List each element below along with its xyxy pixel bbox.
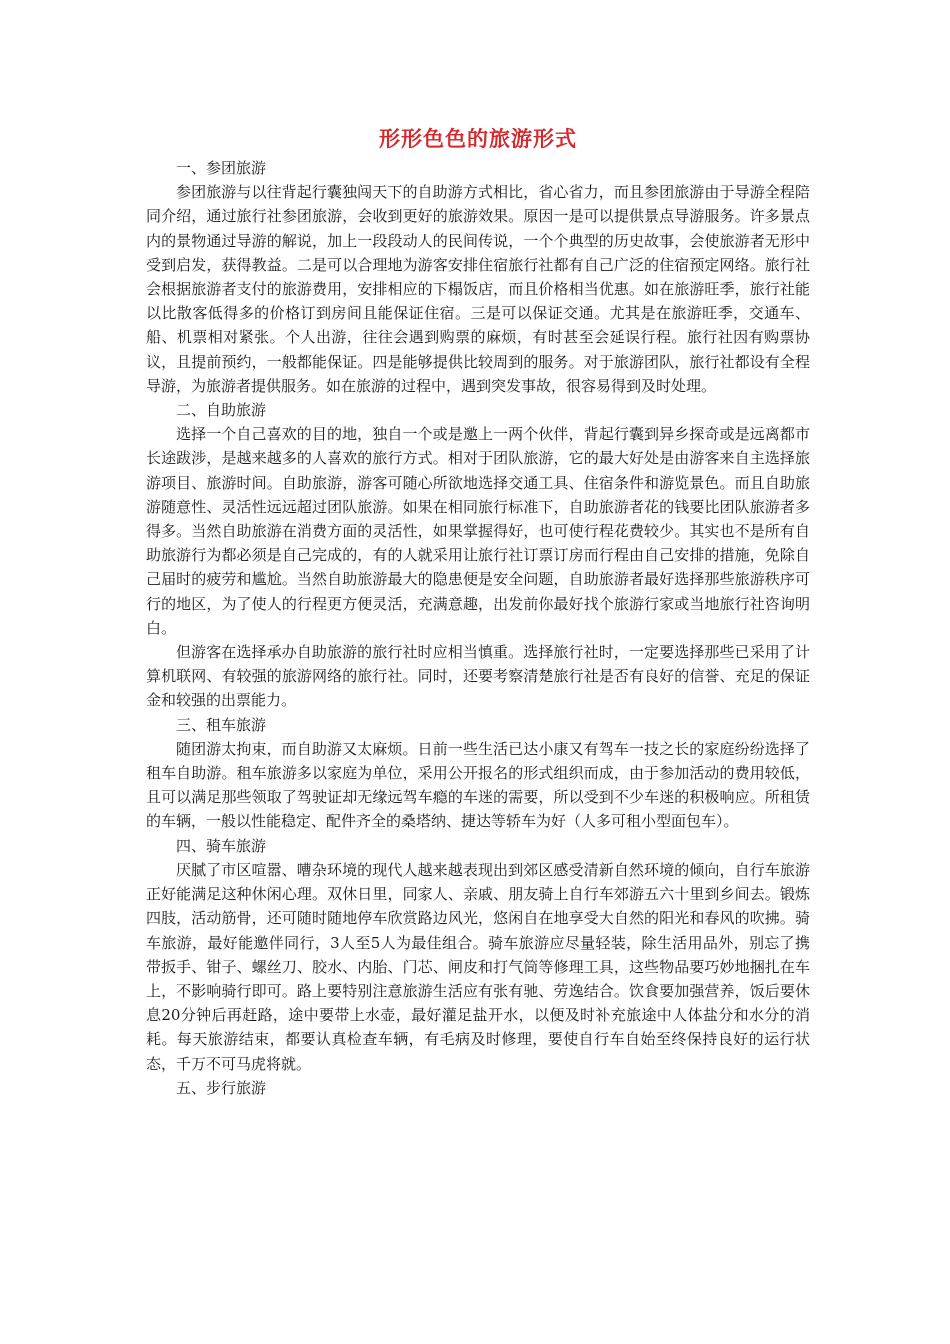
paragraph-self-guided-agency: 但游客在选择承办自助旅游的旅行社时应相当慎重。选择旅行社时，一定要选择那些已采用了计算机联网、有较强的旅游网络的旅行社。同时，还要考察清楚旅行社是否有良好的信誉、充足的保证金和较强的出票能力。 [146,643,810,710]
paragraph-cycling-tour: 厌腻了市区喧嚣、嘈杂环境的现代人越来越表现出到郊区感受清新自然环境的倾向，自行车旅游正好能满足这种休闲心理。双休日里，同家人、亲戚、朋友骑上自行车郊游五六十里到乡间去。锻炼四肢，活动筋骨，还可随时随地停车欣赏路边风光，悠闲自在地享受大自然的阳光和春风的吹拂。骑车旅游，最好能邀伴同行，3人至5人为最佳组合。骑车旅游应尽量轻装，除生活用品外，别忘了携带扳手、钳子、螺丝刀、胶水、内胎、门芯、闸皮和打气筒等修理工具，这些物品要巧妙地捆扎在车上，不影响骑行即可。路上要特别注意旅游生活应有张有驰、劳逸结合。饮食要加强营养，饭后要休息20分钟后再赶路，途中要带上水壶，最好灌足盐开水，以便及时补充旅途中人体盐分和水分的消耗。每天旅游结束，都要认真检查车辆，有毛病及时修理，要使自行车自始至终保持良好的运行状态，千万不可马虎将就。 [146,860,810,1073]
paragraph-group-tour: 参团旅游与以往背起行囊独闯天下的自助游方式相比，省心省力，而且参团旅游由于导游全程陪同介绍，通过旅行社参团旅游，会收到更好的旅游效果。原因一是可以提供景点导游服务。许多景点内的景物通过导游的解说，加上一段段动人的民间传说，一个个典型的历史故事，会使旅游者无形中受到启发，获得教益。二是可以合理地为游客安排住宿旅行社都有自己广泛的住宿预定网络。旅行社会根据旅游者支付的旅游费用，安排相应的下榻饭店，而且价格相当优惠。如在旅游旺季，旅行社能以比散客低得多的价格订到房间且能保证住宿。三是可以保证交通。尤其是在旅游旺季，交通车、船、机票相对紧张。个人出游，往往会遇到购票的麻烦，有时甚至会延误行程。旅行社因有购票协议，且提前预约，一般都能保证。四是能够提供比较周到的服务。对于旅游团队，旅行社都设有全程导游，为旅游者提供服务。如在旅游的过程中，遇到突发事故，很容易得到及时处理。 [146,183,810,395]
section-heading-group-tour: 一、参团旅游 [176,159,267,177]
paragraph-self-guided-tour: 选择一个自己喜欢的目的地，独自一个或是邀上一两个伙伴，背起行囊到异乡探奇或是远离都市长途跋涉，是越来越多的人喜欢的旅行方式。相对于团队旅游，它的最大好处是由游客来自主选择旅游项目、旅游时间。自助旅游，游客可随心所欲地选择交通工具、住宿条件和游览景色。而且自助旅游随意性、灵活性远远超过团队旅游。如果在相同旅行标准下，自助旅游者花的钱要比团队旅游者多得多。当然自助旅游在消费方面的灵活性，如果掌握得好，也可使行程花费较少。其实也不是所有自助旅游行为都必须是自己完成的，有的人就采用让旅行社订票订房而行程由自己安排的措施，免除自己届时的疲劳和尴尬。当然自助旅游最大的隐患便是安全问题，自助旅游者最好选择那些旅游秩序可行的地区，为了使人的行程更方便灵活，充满意趣，出发前你最好找个旅游行家或当地旅行社咨询明白。 [146,425,810,637]
document-page [146,124,810,1100]
paragraph-car-rental-tour: 随团游太拘束，而自助游又太麻烦。日前一些生活已达小康又有驾车一技之长的家庭纷纷选择了租车自助游。租车旅游多以家庭为单位，采用公开报名的形式组织而成，由于参加活动的费用较低，且可以满足那些领取了驾驶证却无缘远驾车瘾的车迷的需要，所以受到不少车迷的积极响应。所租赁的车辆，一般以性能稳定、配件齐全的桑塔纳、捷达等轿车为好（人多可租小型面包车）。 [146,739,810,831]
section-heading-cycling-tour: 四、骑车旅游 [176,836,267,855]
section-heading-walking-tour: 五、步行旅游 [176,1078,267,1097]
section-heading-car-rental-tour: 三、租车旅游 [176,715,267,734]
section-heading-self-guided-tour: 二、自助旅游 [176,401,267,420]
document-title: 形形色色的旅游形式 [379,126,577,151]
